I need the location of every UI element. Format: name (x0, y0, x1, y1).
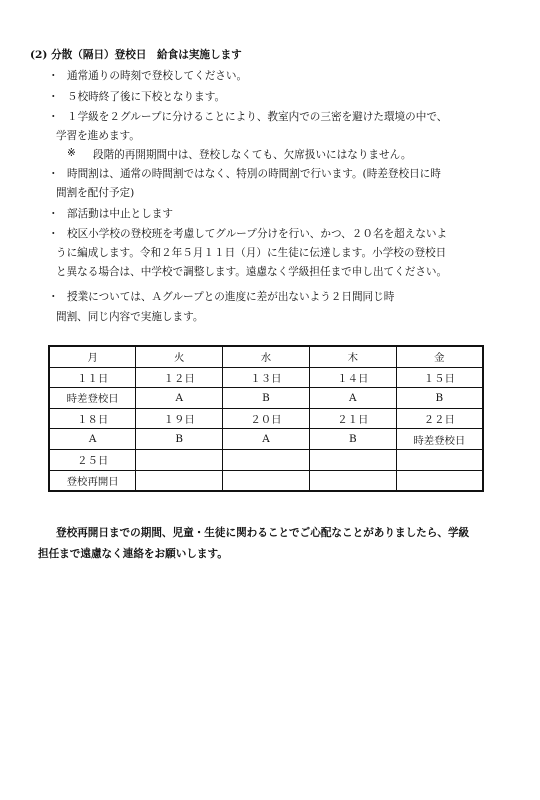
item-line: 通常通りの時刻で登校してください。 (67, 70, 248, 82)
item-line: うに編成します。令和２年５月１１日（月）に生徒に伝達します。小学校の登校日 (56, 247, 447, 259)
closing-line: 登校再開日までの期間、児童・生徒に関わることでご心配なことがありましたら、学級 (56, 527, 470, 539)
item-line: 授業については、Ａグループとの進度に差が出ないよう２日間同じ時 (67, 291, 395, 303)
table-cell (396, 449, 483, 470)
table-cell (223, 470, 310, 491)
table-cell: ２２日 (396, 408, 483, 429)
table-cell: A (49, 429, 136, 450)
table-cell: A (309, 388, 396, 409)
table-cell: B (396, 388, 483, 409)
item-line: 学習を進めます。 (56, 130, 140, 142)
table-row (49, 470, 483, 491)
table-cell (223, 449, 310, 470)
table-cell (136, 449, 223, 470)
item-line: １学級を２グループに分けることにより、教室内での三密を避けた環境の中で、 (67, 111, 448, 123)
note-mark: ※ (67, 147, 76, 159)
bullet-icon: ・ (48, 208, 59, 220)
table-cell: １３日 (223, 367, 310, 388)
bullet-icon: ・ (48, 228, 59, 240)
table-cell: １９日 (136, 408, 223, 429)
table-cell: ２５日 (49, 449, 136, 470)
table-cell: １２日 (136, 367, 223, 388)
table-cell: １４日 (309, 367, 396, 388)
bullet-icon: ・ (48, 91, 59, 103)
closing-line: 担任まで遠慮なく連絡をお願いします。 (38, 548, 228, 560)
table-row (49, 408, 483, 429)
item-line: と異なる場合は、中学校で調整します。遠慮なく学級担任まで申し出てください。 (56, 266, 448, 278)
header-cell: 月 (49, 346, 136, 367)
table-cell (396, 470, 483, 491)
item-line: 校区小学校の登校班を考慮してグループ分けを行い、かつ、２０名を超えないよ (67, 228, 448, 240)
table-cell: １８日 (49, 408, 136, 429)
header-cell: 火 (136, 346, 223, 367)
item-line: 時間割は、通常の時間割ではなく、特別の時間割で行います。(時差登校日に時 (67, 168, 441, 180)
table-header-row (49, 346, 483, 367)
table-cell: 登校再開日 (49, 470, 136, 491)
schedule-table (48, 345, 484, 492)
table-row (49, 429, 483, 450)
item-line: 間割、同じ内容で実施します。 (56, 311, 204, 323)
table-cell: 時差登校日 (396, 429, 483, 450)
table-cell: ２１日 (309, 408, 396, 429)
header-cell: 金 (396, 346, 483, 367)
note-text: 段階的再開期間中は、登校しなくても、欠席扱いにはなりません。 (93, 149, 412, 161)
table-cell (136, 470, 223, 491)
table-cell: A (223, 429, 310, 450)
table-cell (309, 449, 396, 470)
table-cell: B (136, 429, 223, 450)
bullet-icon: ・ (48, 291, 59, 303)
table-cell: １５日 (396, 367, 483, 388)
item-line: 部活動は中止とします (67, 208, 173, 220)
section-title: (2) 分散（隔日）登校日 給食は実施します (30, 49, 242, 61)
bullet-icon: ・ (48, 168, 59, 180)
table-cell: ２０日 (223, 408, 310, 429)
bullet-icon: ・ (48, 70, 59, 82)
table-cell: １１日 (49, 367, 136, 388)
table-cell (309, 470, 396, 491)
table-row (49, 367, 483, 388)
header-cell: 水 (223, 346, 310, 367)
item-line: ５校時終了後に下校となります。 (67, 91, 226, 103)
bullet-icon: ・ (48, 111, 59, 123)
table-row (49, 388, 483, 409)
table-cell: B (309, 429, 396, 450)
table-cell: 時差登校日 (49, 388, 136, 409)
table-cell: B (223, 388, 310, 409)
table-row (49, 449, 483, 470)
header-cell: 木 (309, 346, 396, 367)
table-cell: A (136, 388, 223, 409)
item-line: 間割を配付予定) (56, 187, 135, 199)
